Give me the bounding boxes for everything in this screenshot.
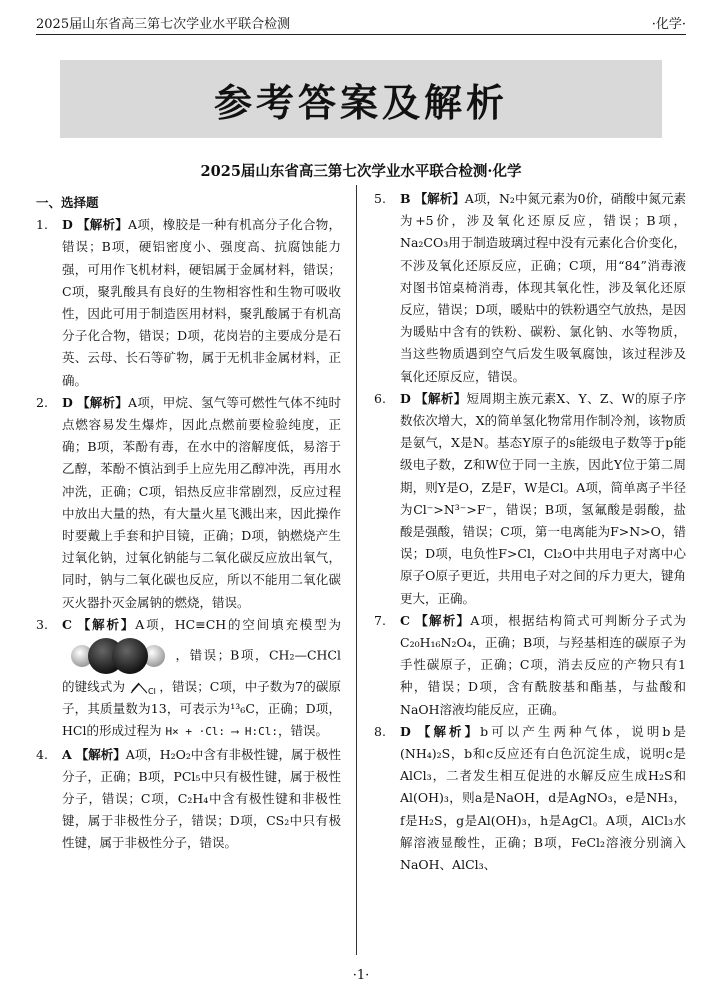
item-answer: C xyxy=(400,612,410,628)
answer-item-2 xyxy=(36,392,341,614)
answer-item-5 xyxy=(374,188,686,388)
item-answer: C xyxy=(62,616,72,632)
item-number: 1. xyxy=(36,217,48,233)
bond-line-structure-image xyxy=(129,681,159,695)
item-answer: D xyxy=(400,390,411,406)
answer-item-7 xyxy=(374,610,686,721)
answer-item-4 xyxy=(36,744,341,855)
item-answer: B xyxy=(400,191,411,206)
answer-item-6 xyxy=(374,388,686,610)
item-number: 6. xyxy=(374,390,386,406)
item-number: 3. xyxy=(36,616,48,632)
document-subtitle: 2025届山东省高三第七次学业水平联合检测·化学 xyxy=(200,163,522,180)
item-answer: D xyxy=(62,217,73,233)
item-text: A项，H₂O₂中含有非极性键，属于极性分子，正确；B项，PCl₅中只有极性键，属于极性分子，错误；C项，C₂H₄中含有极性键和非极性键，属于非极性分子，错误；D项，CS₂中只有极性键，属于非极性分子，错误。 xyxy=(62,746,341,851)
svg-text:Cl: Cl xyxy=(148,686,157,695)
item-answer: D xyxy=(62,394,73,410)
item-text: A项，N₂中氮元素为0价，硝酸中氮元素为+5价，涉及氧化还原反应，错误；B项，Na₂CO₃用于制造玻璃过程中没有元素化合价变化，不涉及氧化还原反应，正确；C项，用“84”消毒液对图书馆桌椅消毒，体现其氧化性，涉及氧化还原反应，错误；D项，暖贴中的铁粉遇空气放热，是因为暖贴中含有的铁粉、碳粉、氯化钠、水等物质，当这些物质遇到空气后发生吸氧腐蚀，该过程涉及氧化还原反应，错误。 xyxy=(400,191,686,384)
item-text: 短周期主族元素X、Y、Z、W的原子序数依次增大，X的简单氢化物常用作制冷剂，该物质是氨气，X是N。基态Y原子的s能级电子数等于p能级电子数，Z和W位于同一主族，因此Y位于第二周期，则Y是O，Z是F，W是Cl。A项，简单离子半径为Cl⁻>N³⁻>F⁻，错误；B项，氢氟酸是弱酸，盐酸是强酸，错误；C项，第一电离能为F>N>O，错误；D项，电负性F>Cl，Cl₂O中共用电子对离中心原子O原子更近，共用电子对之间的斥力更大，键角更大，正确。 xyxy=(400,390,686,606)
answer-item-1 xyxy=(36,214,341,392)
item-text-part2: ，错误；B项，CH₂—CHCl的键线式为 xyxy=(62,647,341,695)
section-heading: 一、选择题 xyxy=(36,195,99,210)
item-text: A项，甲烷、氢气等可燃性气体不纯时点燃容易发生爆炸，因此点燃前要检验纯度，正确；B项，苯酚有毒，在水中的溶解度低，易溶于乙醇，苯酚不慎沾到手上应先用乙醇冲洗，再用水冲洗，正确；C项，铝热反应非常剧烈，反应过程中放出大量的热，有大量火星飞溅出来，因此操作时要戴上手套和护目镜，正确；D项，钠燃烧产生过氧化钠，过氧化钠能与二氧化碳反应放出氧气，同时，钠与二氧化碳也反应，所以不能用二氧化碳灭火器扑灭金属钠的燃烧，错误。 xyxy=(62,394,341,610)
item-number: 2. xyxy=(36,394,48,410)
answer-item-3 xyxy=(36,614,341,744)
item-analysis-label: 【解析】 xyxy=(75,746,126,762)
page-number: ·1· xyxy=(352,968,370,983)
item-analysis-label: 【解析】 xyxy=(77,217,129,233)
item-analysis-label: 【解析】 xyxy=(77,394,129,410)
item-text: A项，橡胶是一种有机高分子化合物，错误；B项，硬铝密度小、强度高、抗腐蚀能力强，可用作飞机材料，硬铝属于金属材料，错误；C项，聚乳酸具有良好的生物相容性和生物可吸收性，因此可用于制造医用材料，聚乳酸属于有机高分子化合物，错误；D项，花岗岩的主要成分是石英、云母、长石等矿物，属于无机非金属材料，正确。 xyxy=(62,217,341,388)
item-analysis-label: 【解析】 xyxy=(415,612,471,628)
item-analysis-label: 【解析】 xyxy=(414,191,465,206)
item-analysis-label: 【解析】 xyxy=(417,723,481,739)
header-title: 2025届山东省高三第七次学业水平联合检测 xyxy=(36,17,291,32)
item-answer: A xyxy=(62,746,72,762)
right-column xyxy=(374,188,686,876)
item-answer: D xyxy=(400,723,411,739)
item-text-part1: A项，HC≡CH的空间填充模型为 xyxy=(135,616,341,632)
item-number: 8. xyxy=(374,723,386,739)
page-header xyxy=(36,8,686,35)
hcl-formation-equation: H× + ·Cl: ⟶ H:Cl: xyxy=(165,725,279,739)
item-text: A项，根据结构简式可判断分子式为C₂₀H₁₆N₂O₄，正确；B项，与羟基相连的碳原子为手性碳原子，正确；C项，消去反应的产物只有1种，错误；D项，含有酰胺基和酯基，与盐酸和NaOH溶液均能反应，正确。 xyxy=(400,612,686,717)
item-number: 7. xyxy=(374,612,386,628)
item-number: 5. xyxy=(374,191,386,206)
left-column xyxy=(36,192,341,855)
item-text-part3: ，错误；C项，中子数为7的碳原子，其质量数为13，可表示为¹³₆C，正确；D项，HCl的形成过程为 xyxy=(62,679,341,739)
header-subject: ·化学· xyxy=(651,17,686,32)
column-divider xyxy=(356,185,357,955)
answer-item-8 xyxy=(374,721,686,876)
title-banner xyxy=(60,60,662,138)
banner-title: 参考答案及解析 xyxy=(213,80,508,125)
item-analysis-label: 【解析】 xyxy=(77,616,136,632)
item-text-part5: ，错误。 xyxy=(278,723,329,739)
item-text: b可以产生两种气体，说明b是(NH₄)₂S，b和c反应还有白色沉淀生成，说明c是AlCl₃，二者发生相互促进的水解反应生成H₂S和Al(OH)₃，则a是NaOH，d是AgNO₃，e是NH₃，f是H₂S，g是Al(OH)₃，h是AgCl。A项，AlCl₃水解溶液显酸性，正确；B项，FeCl₂溶液分别滴入NaOH、AlCl₃、 xyxy=(400,723,686,873)
item-number: 4. xyxy=(36,746,48,762)
space-filling-model-image xyxy=(68,636,168,676)
item-analysis-label: 【解析】 xyxy=(415,390,467,406)
